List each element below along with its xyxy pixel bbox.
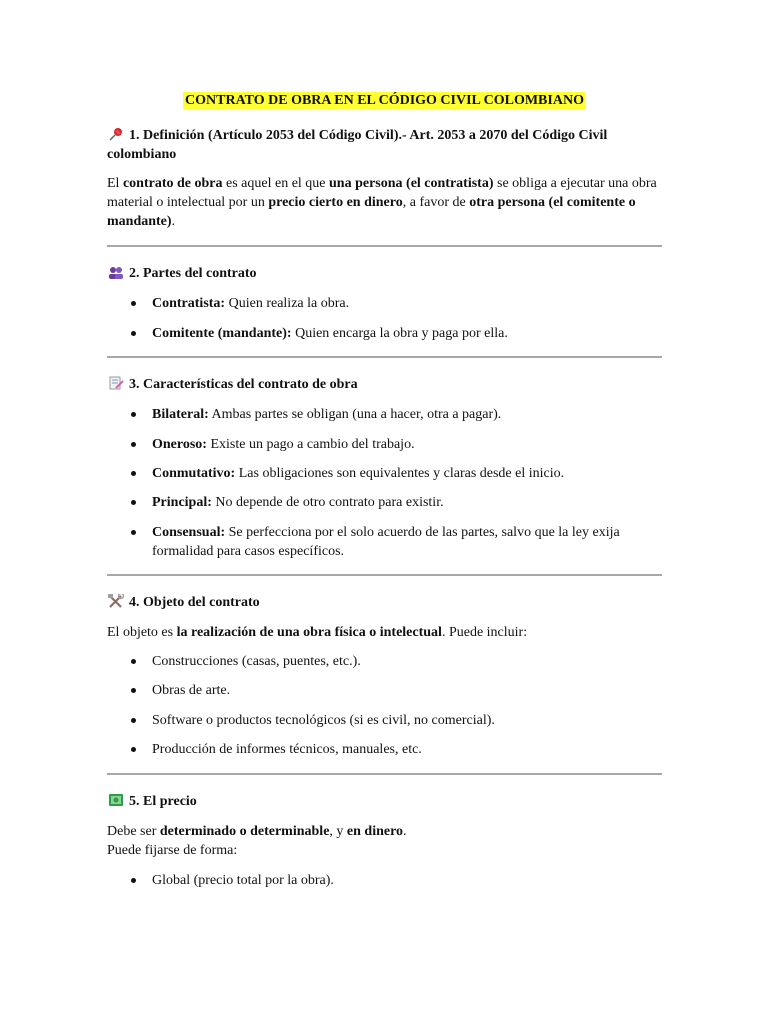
- pushpin-icon: [107, 127, 125, 141]
- document-page: [107, 0, 662, 890]
- money-icon: [107, 793, 125, 807]
- list-item: Oneroso: Existe un pago a cambio del trabajo.: [107, 435, 662, 454]
- precio-list: [107, 871, 662, 890]
- section-1-paragraph: El contrato de obra es aquel en el que una persona (el contratista) se obliga a ejecutar una obra material o intelectual por un precio cierto en dinero, a favor de otra persona (el comitente o mandante).: [107, 176, 657, 229]
- partes-list: [107, 294, 662, 343]
- list-item: Comitente (mandante): Quien encarga la obra y paga por ella.: [107, 324, 662, 343]
- divider: [107, 574, 662, 576]
- document-title: CONTRATO DE OBRA EN EL CÓDIGO CIVIL COLOMBIANO: [185, 93, 584, 108]
- list-item: Bilateral: Ambas partes se obligan (una a hacer, otra a pagar).: [107, 405, 662, 424]
- objeto-list: [107, 652, 662, 759]
- section-1-heading: 1. Definición (Artículo 2053 del Código Civil).- Art. 2053 a 2070 del Código Civil colombiano: [107, 128, 608, 162]
- title-block: [107, 91, 662, 110]
- list-item: Conmutativo: Las obligaciones son equivalentes y claras desde el inicio.: [107, 464, 662, 483]
- list-item: Construcciones (casas, puentes, etc.).: [107, 652, 662, 671]
- divider: [107, 773, 662, 775]
- section-caracteristicas: [107, 375, 662, 561]
- caracteristicas-list: [107, 405, 662, 561]
- section-5-paragraph: Debe ser determinado o determinable, y en dinero.: [107, 824, 407, 839]
- list-item: Consensual: Se perfecciona por el solo acuerdo de las partes, salvo que la ley exija formalidad para casos específicos.: [107, 523, 662, 561]
- list-item: Principal: No depende de otro contrato para existir.: [107, 493, 662, 512]
- section-4-heading: 4. Objeto del contrato: [107, 593, 662, 612]
- list-item: Producción de informes técnicos, manuales, etc.: [107, 740, 662, 759]
- section-objeto: [107, 593, 662, 759]
- memo-icon: [107, 376, 125, 390]
- tools-icon: [107, 594, 125, 608]
- section-partes: [107, 264, 662, 343]
- list-item: Contratista: Quien realiza la obra.: [107, 294, 662, 313]
- section-3-heading: 3. Características del contrato de obra: [107, 375, 662, 394]
- section-precio: [107, 792, 662, 890]
- people-icon: [107, 265, 125, 279]
- section-2-heading: 2. Partes del contrato: [107, 264, 662, 283]
- list-item: Obras de arte.: [107, 681, 662, 700]
- divider: [107, 245, 662, 247]
- list-item: Software o productos tecnológicos (si es civil, no comercial).: [107, 711, 662, 730]
- section-5-heading: 5. El precio: [107, 792, 662, 811]
- list-item: Global (precio total por la obra).: [107, 871, 662, 890]
- section-5-paragraph-2: Puede fijarse de forma:: [107, 843, 238, 858]
- section-4-paragraph: El objeto es la realización de una obra física o intelectual. Puede incluir:: [107, 625, 528, 640]
- section-definicion: [107, 126, 662, 231]
- divider: [107, 356, 662, 358]
